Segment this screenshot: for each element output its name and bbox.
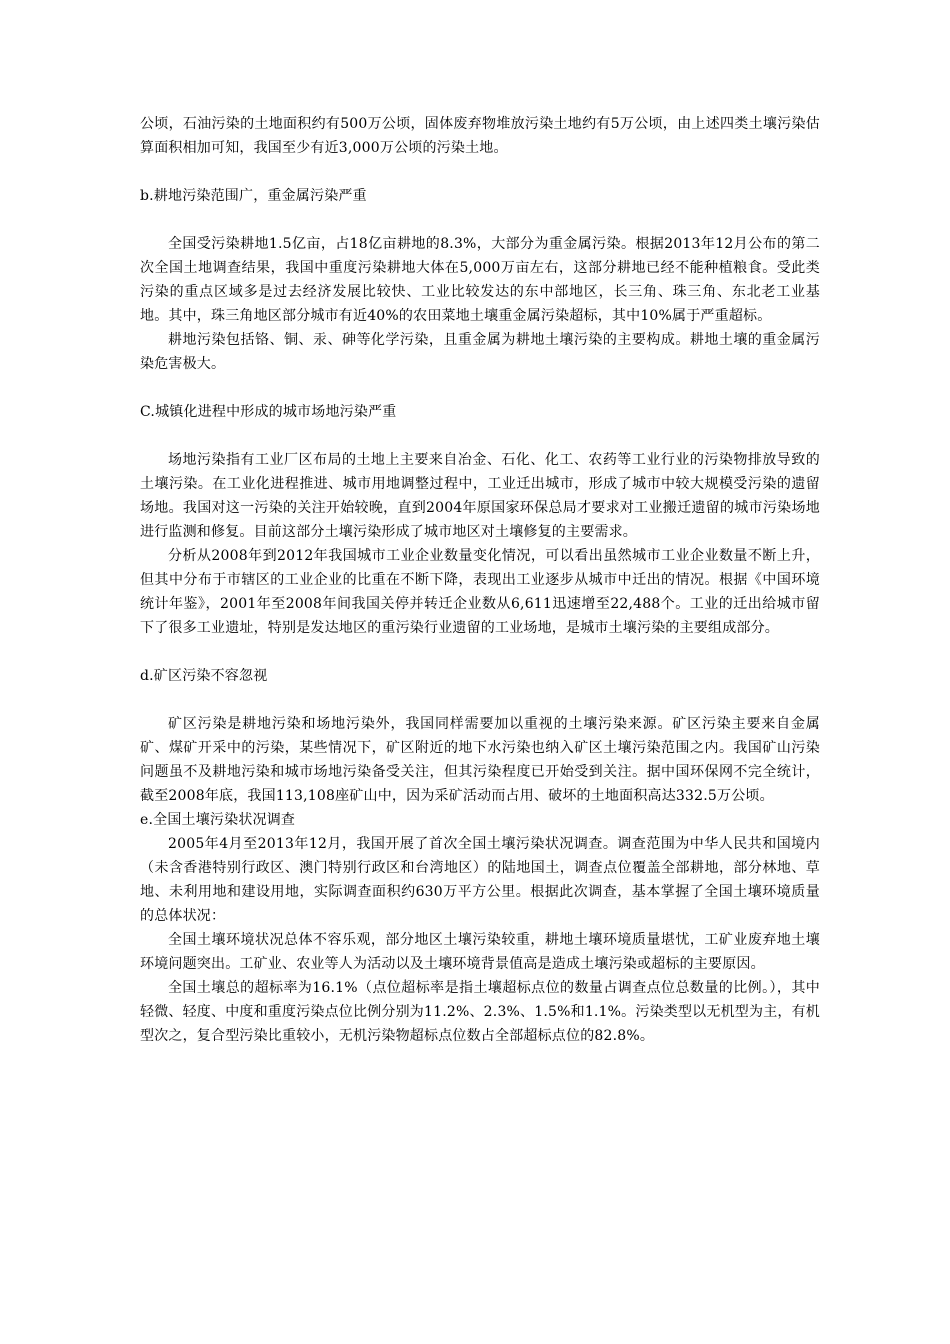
section-c-paragraph-1: 场地污染指有工业厂区布局的土地上主要来自冶金、石化、化工、农药等工业行业的污染物排放导致的土壤污染。在工业化进程推进、城市用地调整过程中，工业迁出城市，形成了城市中较大规模受污染的遗留场地。我国对这一污染的关注开始较晚，直到2004年原国家环保总局才要求对工业搬迁遗留的城市污染场地进行监测和修复。目前这部分土壤污染形成了城市地区对土壤修复的主要需求。 [140, 452, 820, 540]
section-b-heading: b.耕地污染范围广，重金属污染严重 [140, 188, 367, 204]
section-d-heading: d.矿区污染不容忽视 [140, 668, 268, 684]
section-d-paragraph-1: 矿区污染是耕地污染和场地污染外，我国同样需要加以重视的土壤污染来源。矿区污染主要来自金属矿、煤矿开采中的污染，某些情况下，矿区附近的地下水污染也纳入矿区土壤污染范围之内。我国矿山污染问题虽不及耕地污染和城市场地污染备受关注，但其污染程度已开始受到关注。据中国环保网不完全统计，截至2008年底，我国113,108座矿山中，因为采矿活动而占用、破坏的土地面积高达332.5万公顷。 [140, 716, 820, 804]
section-e-heading: e.全国土壤污染状况调查 [140, 812, 296, 828]
section-e-paragraph-2: 全国土壤环境状况总体不容乐观，部分地区土壤污染较重，耕地土壤环境质量堪忧，工矿业废弃地土壤环境问题突出。工矿业、农业等人为活动以及土壤环境背景值高是造成土壤污染或超标的主要原因。 [140, 932, 820, 972]
section-c-heading: C.城镇化进程中形成的城市场地污染严重 [140, 404, 397, 420]
section-e-paragraph-3: 全国土壤总的超标率为16.1%（点位超标率是指土壤超标点位的数量占调查点位总数量的比例。），其中轻微、轻度、中度和重度污染点位比例分别为11.2%、2.3%、1.5%和1.1%。污染类型以无机型为主，有机型次之，复合型污染比重较小，无机污染物超标点位数占全部超标点位的82.8%。 [140, 980, 820, 1044]
section-c-paragraph-2: 分析从2008年到2012年我国城市工业企业数量变化情况，可以看出虽然城市工业企业数量不断上升，但其中分布于市辖区的工业企业的比重在不断下降，表现出工业逐步从城市中迁出的情况。根据《中国环境统计年鉴》，2001年至2008年间我国关停并转迁企业数从6,611迅速增至22,488个。工业的迁出给城市留下了很多工业遗址，特别是发达地区的重污染行业遗留的工业场地，是城市土壤污染的主要组成部分。 [140, 548, 820, 636]
document-page [140, 112, 820, 1048]
intro-continuation-paragraph: 公顷，石油污染的土地面积约有500万公顷，固体废弃物堆放污染土地约有5万公顷，由上述四类土壤污染估算面积相加可知，我国至少有近3,000万公顷的污染土地。 [140, 116, 820, 156]
section-b-paragraph-1: 全国受污染耕地1.5亿亩，占18亿亩耕地的8.3%，大部分为重金属污染。根据2013年12月公布的第二次全国土地调查结果，我国中重度污染耕地大体在5,000万亩左右，这部分耕地已经不能种植粮食。受此类污染的重点区域多是过去经济发展比较快、工业比较发达的东中部地区，长三角、珠三角、东北老工业基地。其中，珠三角地区部分城市有近40%的农田菜地土壤重金属污染超标，其中10%属于严重超标。 [140, 236, 820, 324]
section-e-paragraph-1: 2005年4月至2013年12月，我国开展了首次全国土壤污染状况调查。调查范围为中华人民共和国境内（未含香港特别行政区、澳门特别行政区和台湾地区）的陆地国土，调查点位覆盖全部耕地，部分林地、草地、未利用地和建设用地，实际调查面积约630万平方公里。根据此次调查，基本掌握了全国土壤环境质量的总体状况： [140, 836, 820, 924]
section-b-paragraph-2: 耕地污染包括铬、铜、汞、砷等化学污染，且重金属为耕地土壤污染的主要构成。耕地土壤的重金属污染危害极大。 [140, 332, 820, 372]
